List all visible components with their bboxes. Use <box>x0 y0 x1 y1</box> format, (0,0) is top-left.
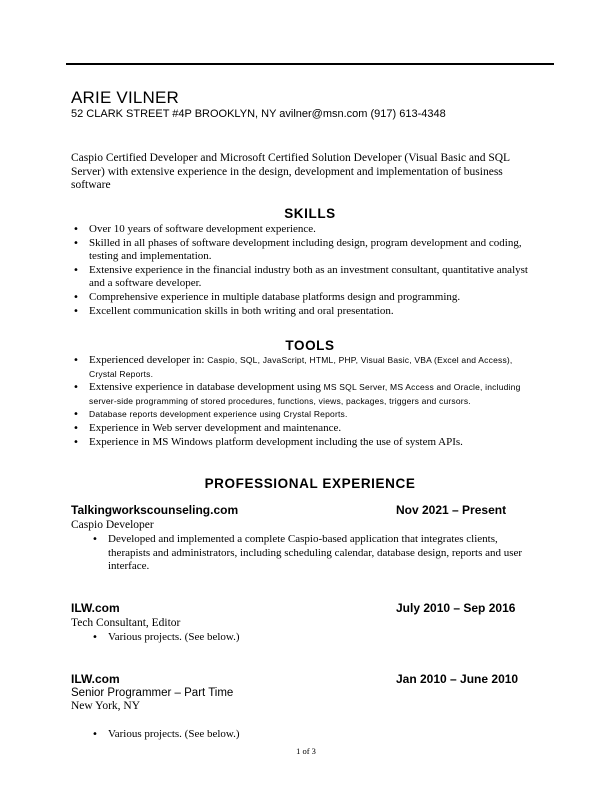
company-name: Talkingworkscounseling.com <box>71 503 239 517</box>
job-role: Caspio Developer <box>71 519 154 531</box>
job-dates: Nov 2021 – Present <box>396 503 507 517</box>
skills-list <box>71 223 531 318</box>
list-item: • Excellent communication skills in both writing and oral presentation. <box>71 305 531 319</box>
tools-list <box>71 354 531 449</box>
experience-heading: PROFESSIONAL EXPERIENCE <box>204 476 416 491</box>
list-item <box>71 408 531 422</box>
job-header <box>71 503 521 517</box>
summary-paragraph: Caspio Certified Developer and Microsoft Certified Solution Developer (Visual Basic and SQL Server) with extensive experience in the design, development and implementation of business software <box>71 152 510 191</box>
job-role: Tech Consultant, Editor <box>71 617 181 629</box>
list-item: • Extensive experience in the financial industry both as an investment consultant, quantitative analyst and a software developer. <box>71 264 531 291</box>
job-location: New York, NY <box>71 700 141 712</box>
list-item: • Experience in Web server development and maintenance. <box>71 422 531 436</box>
list-item: • Experience in MS Windows platform development including the use of system APIs. <box>71 436 531 450</box>
job-bullets <box>90 728 540 742</box>
job-role: Senior Programmer – Part Time <box>71 687 234 699</box>
list-item <box>71 381 531 408</box>
list-item <box>71 354 531 381</box>
tools-item-detail: Database reports development experience using Crystal Reports. <box>89 409 348 420</box>
job-dates: Jan 2010 – June 2010 <box>396 672 519 686</box>
skills-heading: SKILLS <box>284 206 336 221</box>
tools-item-prefix: Experienced developer in: <box>89 354 205 366</box>
contact-line: 52 CLARK STREET #4P BROOKLYN, NY avilner@msn.com (917) 613-4348 <box>71 108 446 120</box>
tools-item-detail: MS SQL Server, MS Access and Oracle, including server-side programming of stored procedures, functions, views, packages, triggers and cursors. <box>89 382 521 406</box>
tools-item-detail: Caspio, SQL, JavaScript, HTML, PHP, Visual Basic, VBA (Excel and Access), Crystal Reports. <box>89 355 513 379</box>
company-name: ILW.com <box>71 601 120 615</box>
list-item: • Various projects. (See below.) <box>90 728 540 742</box>
top-rule <box>66 63 554 65</box>
list-item: • Over 10 years of software development experience. <box>71 223 531 237</box>
list-item: • Various projects. (See below.) <box>90 631 540 645</box>
list-item: • Developed and implemented a complete Caspio-based application that integrates clients, therapists and administrators, including scheduling calendar, database design, reports and user interface. <box>90 533 540 574</box>
job-bullets <box>90 631 540 645</box>
job-bullets <box>90 533 540 574</box>
list-item: • Comprehensive experience in multiple database platforms design and programming. <box>71 291 531 305</box>
tools-heading: TOOLS <box>285 338 335 353</box>
company-name: ILW.com <box>71 672 120 686</box>
candidate-name: ARIE VILNER <box>71 88 180 107</box>
tools-item-prefix: Extensive experience in database development using <box>89 381 321 394</box>
list-item: • Skilled in all phases of software development including design, program development and coding, testing and implementation. <box>71 237 531 264</box>
job-header <box>71 672 521 686</box>
job-header <box>71 601 521 615</box>
page-number: 1 of 3 <box>296 746 316 756</box>
job-dates: July 2010 – Sep 2016 <box>396 601 516 615</box>
